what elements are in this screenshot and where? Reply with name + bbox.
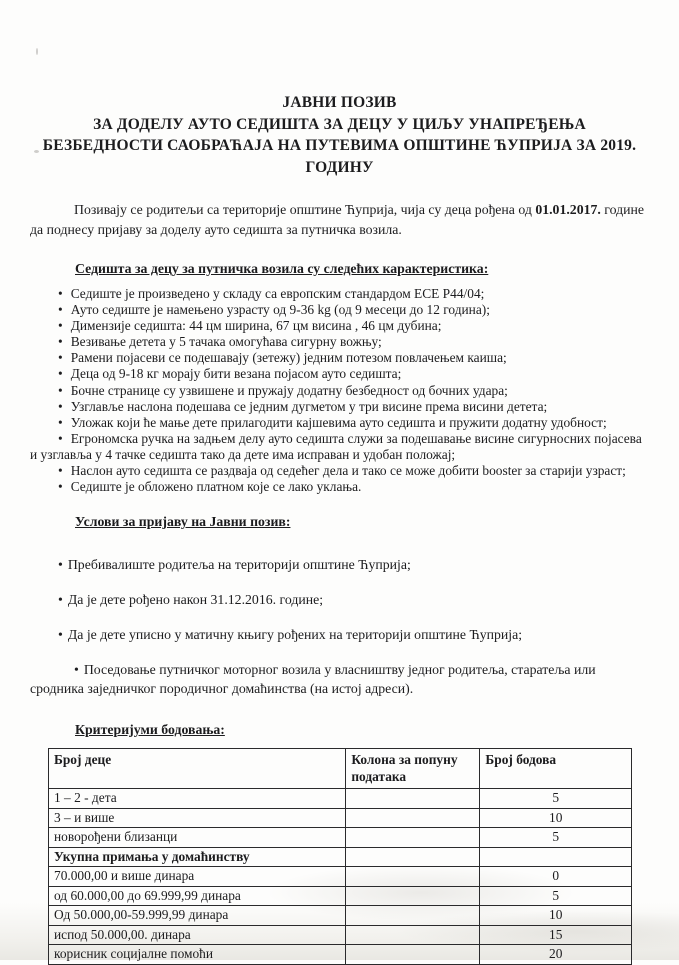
table-cell-fill	[346, 789, 480, 809]
table-cell-fill	[346, 808, 480, 828]
table-cell-label: Укупна примања у домаћинству	[49, 847, 346, 867]
bullet-item	[30, 318, 649, 334]
table-row	[49, 867, 632, 887]
bullet-icon: •	[58, 430, 63, 446]
bullet-icon: •	[58, 350, 63, 366]
scan-speck	[120, 148, 128, 150]
bullet-item	[30, 431, 649, 463]
table-row	[49, 925, 632, 945]
table-cell-fill	[346, 886, 480, 906]
bullet-icon: •	[58, 414, 63, 430]
conditions-list	[30, 555, 649, 698]
table-cell-fill	[346, 925, 480, 945]
bullet-icon: •	[58, 627, 63, 643]
bullet-text: Димензије седишта: 44 цм ширина, 67 цм висина , 46 цм дубина;	[70, 318, 442, 334]
table-cell-label: 3 – и више	[49, 808, 346, 828]
table-cell-label: новорођени близанци	[49, 828, 346, 848]
table-row	[49, 808, 632, 828]
table-row	[49, 789, 632, 809]
bullet-text: Поседовање путничког моторног возила у власништву једног родитеља, старатеља или сродника заједничког породичног домаћинства (на истој адреси).	[30, 662, 596, 697]
conditions-heading: Услови за пријаву на Јавни позив:	[75, 514, 291, 530]
table-cell-fill	[346, 828, 480, 848]
bullet-icon: •	[58, 592, 63, 608]
bullet-item	[30, 302, 649, 318]
table-cell-points	[480, 847, 632, 867]
bullet-item	[30, 463, 649, 479]
table-cell-fill	[346, 945, 480, 965]
table-cell-label: Од 50.000,00-59.999,99 динара	[49, 906, 346, 926]
table-cell-points: 10	[480, 808, 632, 828]
table-cell-fill	[346, 867, 480, 887]
title-line: ЈАВНИ ПОЗИВ	[282, 94, 397, 111]
bullet-text: Егрономска ручка на задњем делу ауто седишта служи за подешавање висине сигурносних појасева и узглавља у 4 тачке седишта тако да дете има исправан и удобан положај;	[30, 430, 642, 462]
bullet-item	[30, 479, 649, 495]
characteristics-list	[30, 286, 649, 495]
scoring-table	[48, 748, 632, 965]
bullet-text: Деца од 9-18 кг морају бити везана појасом ауто седишта;	[70, 366, 402, 382]
table-cell-label: корисник социјалне помоћи	[49, 945, 346, 965]
bullet-item	[30, 555, 649, 574]
bullet-item	[30, 415, 649, 431]
table-cell-fill	[346, 906, 480, 926]
bullet-item	[30, 286, 649, 302]
bullet-icon: •	[58, 382, 63, 398]
table-cell-points: 15	[480, 925, 632, 945]
bullet-text: Ауто седиште је намењено узрасту од 9-36 kg (од 9 месеци до 12 година);	[70, 302, 490, 318]
bullet-icon: •	[58, 366, 63, 382]
table-row	[49, 906, 632, 926]
document-title	[30, 0, 649, 178]
intro-paragraph	[30, 200, 649, 240]
bullet-item	[30, 383, 649, 399]
table-row	[49, 847, 632, 867]
table-cell-label: испод 50.000,00. динара	[49, 925, 346, 945]
bullet-item	[30, 366, 649, 382]
table-cell-label: 70.000,00 и више динара	[49, 867, 346, 887]
table-cell-label: 1 – 2 - дета	[49, 789, 346, 809]
bullet-icon: •	[58, 463, 63, 479]
bullet-item	[30, 625, 649, 644]
scan-speck	[34, 150, 39, 153]
bullet-item	[30, 590, 649, 609]
table-cell-points: 10	[480, 906, 632, 926]
table-row	[49, 828, 632, 848]
bullet-icon: •	[58, 557, 63, 573]
bullet-icon: •	[58, 479, 63, 495]
bullet-icon: •	[58, 286, 63, 301]
criteria-heading: Критеријуми бодовања:	[75, 722, 225, 738]
table-cell-points: 20	[480, 945, 632, 965]
column-header-points: Број бодова	[480, 749, 632, 789]
intro-text-before: Позивају се родитељи са територије општине Ћуприја, чија су деца рођена од	[74, 202, 536, 217]
bullet-text: Пребивалиште родитеља на територији општине Ћуприја;	[67, 557, 411, 573]
bullet-item	[30, 334, 649, 350]
table-row	[49, 886, 632, 906]
table-cell-points: 0	[480, 867, 632, 887]
table-cell-points: 5	[480, 886, 632, 906]
column-header-fill-in: Колона за попуну података	[346, 749, 480, 789]
bullet-text: Да је дете рођено након 31.12.2016. године;	[67, 592, 324, 608]
bullet-text: Бочне странице су узвишене и пружају додатну безбедност од бочних удара;	[70, 382, 508, 398]
bullet-text: Седиште је обложено платном које се лако уклања.	[70, 479, 362, 495]
bullet-icon: •	[58, 334, 63, 350]
bullet-item	[30, 660, 649, 698]
intro-text-after: године да поднесу пријаву за доделу ауто седишта за путничка возила.	[30, 202, 645, 237]
title-line: ЗА ДОДЕЛУ АУТО СЕДИШТА ЗА ДЕЦУ У ЦИЉУ УНАПРЕЂЕЊА	[93, 115, 586, 133]
table-cell-label: од 60.000,00 до 69.999,99 динара	[49, 886, 346, 906]
intro-date: 01.01.2017.	[535, 202, 601, 217]
bullet-text: Уложак који ће мање дете прилагодити кајшевима ауто седишта и пружити додатну удобност;	[70, 414, 607, 430]
table-cell-points: 5	[480, 789, 632, 809]
bullet-icon: •	[58, 318, 63, 334]
bullet-icon: •	[58, 398, 63, 414]
title-line: БЕЗБЕДНОСТИ САОБРАЋАЈА НА ПУТЕВИМА ОПШТИНЕ ЋУПРИЈА ЗА 2019.	[42, 137, 637, 154]
scoring-table-body	[49, 789, 632, 965]
bullet-text: Везивање детета у 5 тачака омогућава сигурну вожњу;	[70, 334, 382, 350]
bullet-icon: •	[74, 662, 79, 678]
bullet-icon: •	[58, 302, 63, 318]
bullet-text: Наслон ауто седишта се раздваја од седећег дела и тако се може добити booster за старији узраст;	[70, 463, 626, 479]
table-header-row	[49, 749, 632, 789]
bullet-item	[30, 399, 649, 415]
bullet-text: Седиште је произведено у складу са европским стандардом ЕСЕ Р44/04;	[70, 286, 485, 301]
bullet-text: Рамени појасеви се подешавају (зетежу) једним потезом повлачењем каиша;	[70, 350, 507, 366]
column-header-children-count: Број деце	[49, 749, 346, 789]
table-row	[49, 945, 632, 965]
characteristics-heading: Седишта за децу за путничка возила су следећих карактеристика:	[75, 261, 489, 276]
table-cell-points: 5	[480, 828, 632, 848]
table-cell-fill	[346, 847, 480, 867]
bullet-text: Да је дете уписно у матичну књигу рођених на територији општине Ћуприја;	[67, 627, 523, 643]
bullet-item	[30, 350, 649, 366]
bullet-text: Узглавље наслона подешава се једним дугметом у три висине према висини детета;	[70, 398, 548, 414]
title-line: ГОДИНУ	[305, 158, 374, 176]
scan-speck	[36, 48, 38, 55]
